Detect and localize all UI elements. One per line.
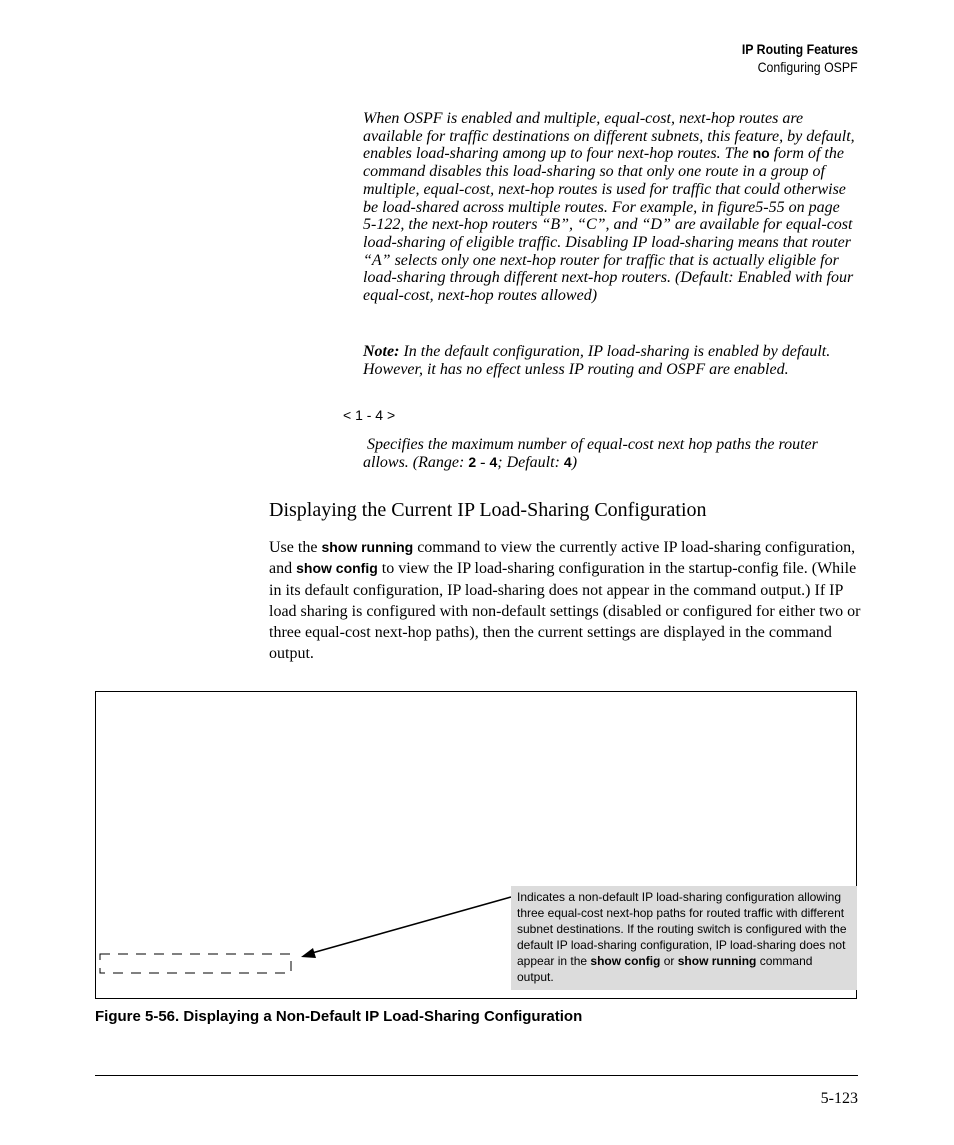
range-text: Specifies the maximum number of equal-cost next hop paths the router allows. (Range:: [363, 436, 818, 471]
show-config-cmd: show config: [296, 560, 378, 577]
running-header-subtitle: Configuring OSPF: [758, 59, 858, 75]
footer-rule: [95, 1075, 858, 1076]
range-min: 2: [468, 453, 477, 470]
range-max: 4: [489, 453, 498, 470]
callout-arrow-head: [301, 948, 316, 958]
body-text-2: command to view the currently active IP load-sharing configuration, and: [269, 539, 856, 578]
range-sep: -: [476, 453, 490, 471]
figure-callout: [511, 886, 857, 990]
body-text-1: Use the: [269, 539, 322, 556]
callout-text: Indicates a non-default IP load-sharing configuration allowing three equal-cost next-hop paths for routed traffic with different subnet destinations. If the routing switch is configured with the default IP load-sharing configuration, IP load-sharing does not appear in the: [517, 890, 847, 968]
body-text-3: to view the IP load-sharing configuration in the startup-config file. (While in its default configuration, IP load-sharing does not appear in the command output.) If IP load sharing is configured with non-default settings (disabled or configured for either two or three equal-cost next-hop paths), then the current settings are displayed in the command output.: [269, 560, 861, 663]
callout-text-end: command output.: [517, 954, 813, 984]
page-number: 5-123: [820, 1090, 858, 1107]
show-running-cmd: show running: [321, 539, 414, 555]
section-heading: Displaying the Current IP Load-Sharing Configuration: [269, 499, 707, 521]
callout-show-running: show running: [677, 954, 757, 968]
parameter-range-label: < 1 - 4 >: [343, 407, 396, 423]
range-text-end: ): [571, 453, 578, 471]
callout-arrow-line: [312, 897, 511, 953]
range-text-default: ; Default:: [497, 453, 564, 471]
callout-or: or: [660, 954, 678, 968]
highlight-dashed-box: [100, 954, 291, 973]
running-header-title: IP Routing Features: [741, 41, 858, 57]
note-text: In the default configuration, IP load-sharing is enabled by default. However, it has no effect unless IP routing and OSPF are enabled.: [363, 343, 831, 378]
callout-show-config: show config: [590, 954, 661, 968]
description-text: When OSPF is enabled and multiple, equal-cost, next-hop routes are available for traffic destinations on different subnets, this feature, by default, enables load-sharing among up to four next-hop routes. The: [363, 110, 855, 163]
description-text-continued: form of the command disables this load-sharing so that only one route in a group of multiple, equal-cost, next-hop routes is used for traffic that could otherwise be load-shared across multiple routes. For example, in figure5-55 on page 5-122, the next-hop routers “B”, “C”, and “D” are available for equal-cost load-sharing of eligible traffic. Disabling IP load-sharing means that router “A” selects only one next-hop router for traffic that is actually eligible for load-sharing through different next-hop routers. (Default: Enabled with four equal-cost, next-hop routes allowed): [363, 145, 854, 305]
figure-caption: Figure 5-56. Displaying a Non-Default IP Load-Sharing Configuration: [95, 1008, 583, 1025]
range-default: 4: [563, 453, 572, 470]
note-label: Note:: [363, 343, 400, 360]
no-keyword: no: [752, 145, 770, 162]
